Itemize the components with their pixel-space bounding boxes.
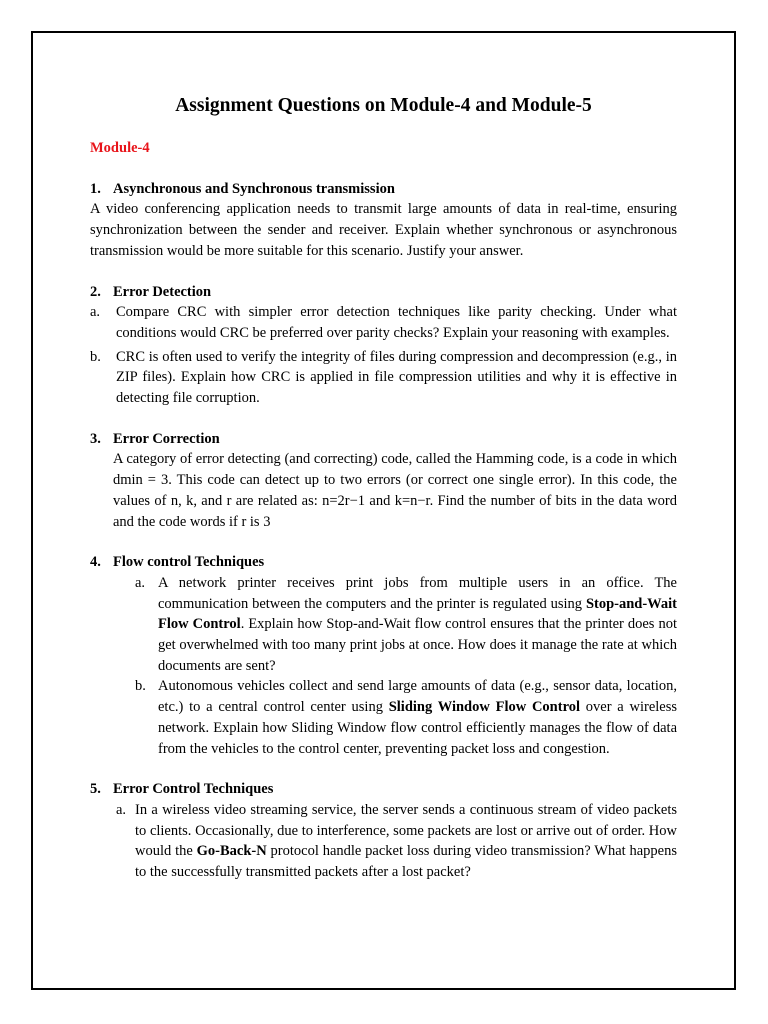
question-number: 5. xyxy=(90,781,101,798)
question-4a xyxy=(135,573,677,677)
question-title: Error Control Techniques xyxy=(113,781,274,798)
item-text: Compare CRC with simpler error detection techniques like parity checking. Under what conditions would CRC be preferred over parity checks? Explain your reasoning with examples. xyxy=(116,304,677,341)
item-text: CRC is often used to verify the integrity of files during compression and decompression (e.g., in ZIP files). Explain how CRC is applied in file compression utilities and why it is effective in detecting file corruption. xyxy=(116,348,677,407)
item-text: A network printer receives print jobs from multiple users in an office. The communication between the computers and the printer is regulated using Stop-and-Wait Flow Control. Explain how Stop-and-Wait flow control ensures that the printer does not get overwhelmed with too many print jobs at once. How does it manage the rate at which documents are sent? xyxy=(158,574,677,674)
question-title: Error Correction xyxy=(113,430,220,447)
question-2a xyxy=(90,302,677,343)
item-label: a. xyxy=(135,574,146,591)
question-number: 3. xyxy=(90,430,101,447)
question-4-heading xyxy=(90,552,677,573)
document-body xyxy=(90,92,677,883)
question-title: Asynchronous and Synchronous transmission xyxy=(113,180,395,197)
page-title: Assignment Questions on Module-4 and Module-5 xyxy=(175,95,592,116)
item-label: a. xyxy=(116,801,127,818)
question-title: Error Detection xyxy=(113,283,212,300)
question-5a xyxy=(116,800,677,883)
item-label: a. xyxy=(90,304,101,321)
question-5-heading xyxy=(90,779,677,800)
item-text: Autonomous vehicles collect and send large amounts of data (e.g., sensor data, location, etc.) to a central control center using Sliding Window Flow Control over a wireless network. Explain how Sliding Window flow control efficiently manages the flow of data from the vehicles to the control center, preventing packet loss and congestion. xyxy=(158,678,678,757)
item-label: b. xyxy=(135,678,146,695)
bold-term: Go-Back-N xyxy=(196,843,267,860)
question-3-heading xyxy=(90,429,677,450)
question-4b xyxy=(135,676,677,759)
bold-term: Sliding Window Flow Control xyxy=(388,699,581,716)
item-text: In a wireless video streaming service, the server sends a continuous stream of video packets to clients. Occasionally, due to interference, some packets are lost or arrive out of order. How would the Go-Back-N protocol handle packet loss during video transmission? What happens to the successfully transmitted packets after a lost packet? xyxy=(135,801,677,881)
question-number: 1. xyxy=(90,180,101,197)
question-3-body: A category of error detecting (and correcting) code, called the Hamming code, is a code in which dmin = 3. This code can detect up to two errors (or correct one single error). In this code, the values of n, k, and r are related as: n=2r−1 and k=n−r. Find the number of bits in the data word and the code words if r is 3 xyxy=(113,451,677,530)
question-number: 2. xyxy=(90,283,101,300)
module-heading: Module-4 xyxy=(90,140,150,156)
question-number: 4. xyxy=(90,554,101,571)
item-label: b. xyxy=(90,348,101,365)
question-1-heading xyxy=(90,179,677,200)
question-2-heading xyxy=(90,282,677,303)
bold-term: Stop-and-Wait Flow Control xyxy=(158,595,677,633)
question-title: Flow control Techniques xyxy=(113,554,265,571)
question-1-body: A video conferencing application needs to transmit large amounts of data in real-time, ensuring synchronization between the sender and receiver. Explain whether synchronous or asynchronous transmission would be more suitable for this scenario. Justify your answer. xyxy=(90,201,677,259)
question-2b xyxy=(90,347,677,409)
